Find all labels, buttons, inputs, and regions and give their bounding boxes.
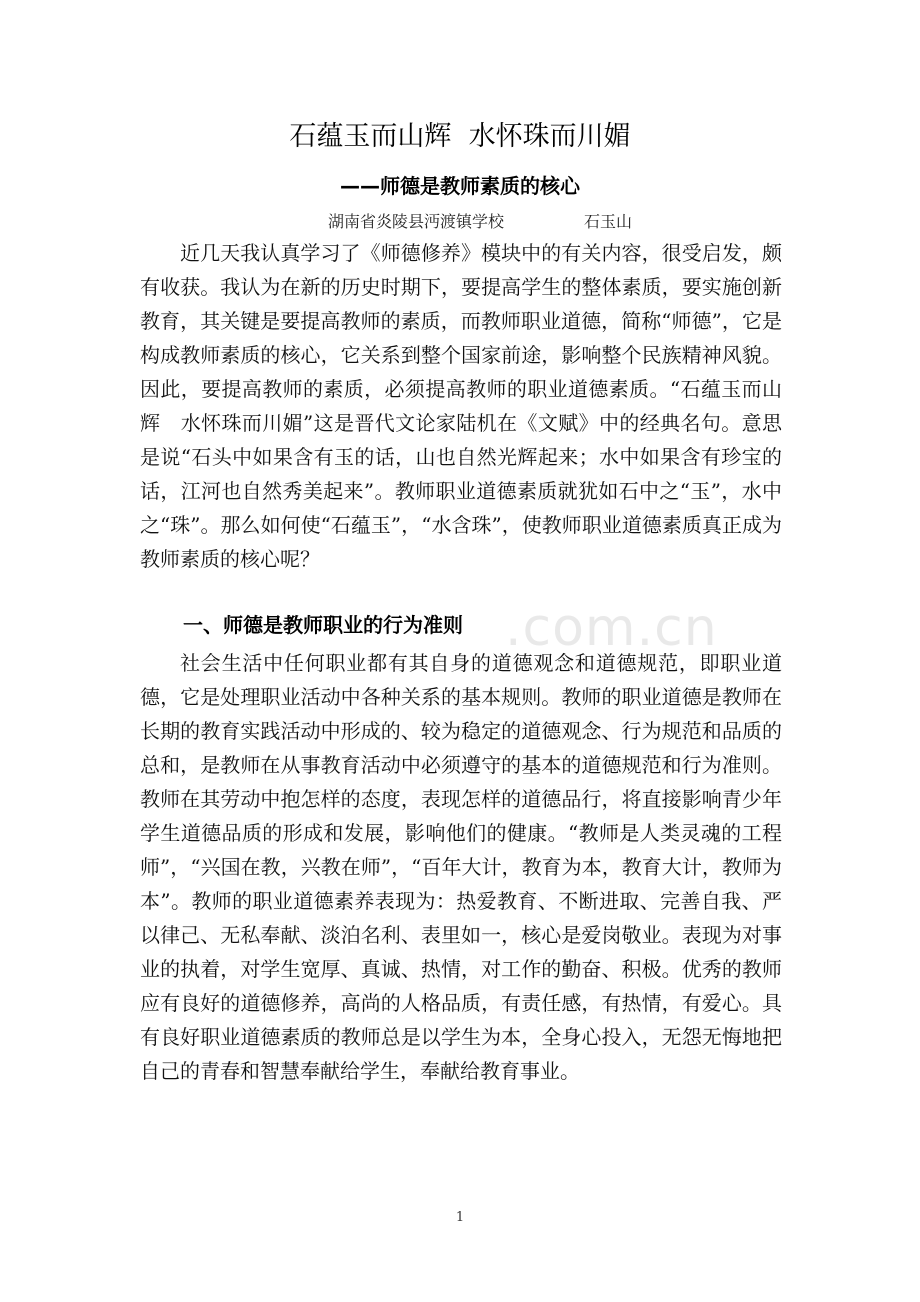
section-heading: 一、师德是教师职业的行为准则 [183,613,463,637]
paragraph-section-1: 社会生活中任何职业都有其自身的道德观念和道德规范，即职业道德，它是处理职业活动中各种关系的基本规则。教师的职业道德是教师在长期的教育实践活动中形成的、较为稳定的道德观念、行为规范和品质的总和，是教师在从事教育活动中必须遵守的基本的道德规范和行为准则。教师在其劳动中抱怎样的态度，表现怎样的道德品行，将直接影响青少年学生道德品质的形成和发展，影响他们的健康。“教师是人类灵魂的工程师”，“兴国在教，兴教在师”，“百年大计，教育为本，教育大计，教师为本”。教师的职业道德素养表现为：热爱教育、不断进取、完善自我、严以律己、无私奉献、淡泊名利、表里如一，核心是爱岗敬业。表现为对事业的执着，对学生宽厚、真诚、热情，对工作的勤奋、积极。优秀的教师应有良好的道德修养，高尚的人格品质，有责任感，有热情，有爱心。具有良好职业道德素质的教师总是以学生为本，全身心投入，无怨无悔地把自己的青春和智慧奉献给学生，奉献给教育事业。 [140,651,782,1083]
page-number: 1 [455,1210,465,1225]
paragraph-intro: 近几天我认真学习了《师德修养》模块中的有关内容，很受启发，颇有收获。我认为在新的历史时期下，要提高学生的整体素质，要实施创新教育，其关键是要提高教师的素质，而教师职业道德，简称“师德”，它是构成教师素质的核心，它关系到整个国家前途，影响整个民族精神风貌。因此，要提高教师的素质，必须提高教师的职业道德素质。“石蕴玉而山辉 水怀珠而川媚”这是晋代文论家陆机在《文赋》中的经典名句。意思是说“石头中如果含有玉的话，山也自然光辉起来；水中如果含有珍宝的话，江河也自然秀美起来”。教师职业道德素质就犹如石中之“玉”，水中之“珠”。那么如何使“石蕴玉”，“水含珠”，使教师职业道德素质真正成为教师素质的核心呢？ [140,241,782,571]
author-name: 石玉山 [584,212,633,231]
document-subtitle: ——师德是教师素质的核心 [340,174,580,198]
document-title: 石蕴玉而山辉 水怀珠而川媚 [289,121,631,152]
byline [0,209,920,233]
school-name: 湖南省炎陵县沔渡镇学校 [328,212,505,231]
watermark: .com.cn [505,598,718,658]
